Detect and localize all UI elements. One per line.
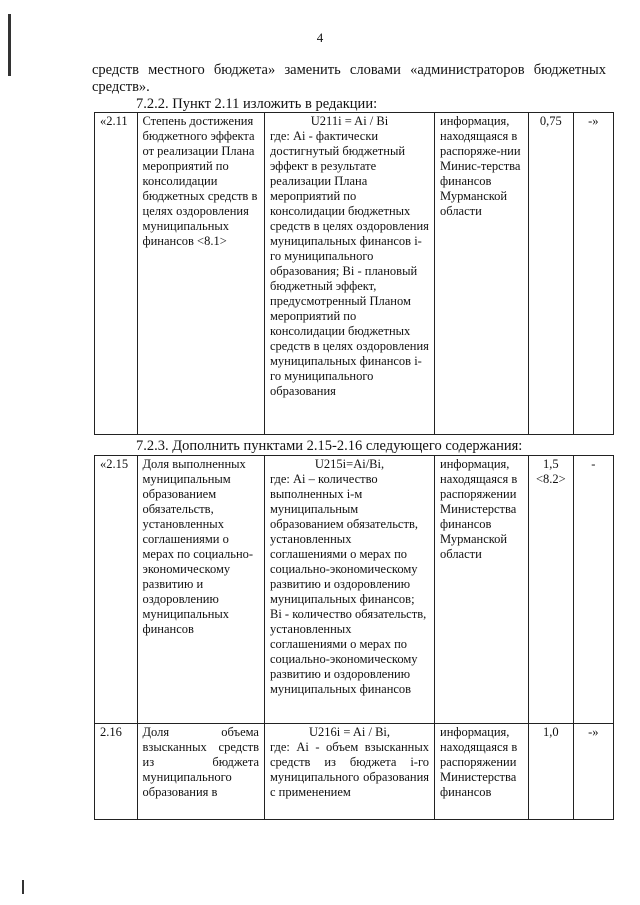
formula-body: где: Ai – количество выполненных i-м муниципальным образованием обязательств, установленных соглашениями о мерах по социально-экономическому развитию и оздоровлению муниципальных финансов; Bi - количество обязательств, установленных соглашениями о мерах по социально-экономическому развитию и оздоровлению муниципальных финансов [270, 472, 427, 696]
margin-mark-bottom [22, 880, 24, 894]
value-cell: 0,75 [528, 113, 573, 435]
formula-head: U215i=Ai/Bi, [314, 457, 385, 471]
row-number: «2.15 [95, 456, 138, 724]
page-number: 4 [316, 30, 324, 45]
table-row [95, 724, 614, 820]
indicator-name: Доля объема взысканных средств из бюджета муниципального образования в [137, 724, 265, 820]
value-cell: 1,5 <8.2> [528, 456, 573, 724]
data-source: информация, находящаяся в распоряжении Министерства финансов [435, 724, 529, 820]
formula-head: U211i = Ai / Bi [310, 114, 389, 128]
data-source: информация, находящаяся в распоряжении Министерства финансов Мурманской области [435, 456, 529, 724]
unit-cell: - [573, 456, 613, 724]
formula-cell [265, 456, 435, 724]
data-source: информация, находящаяся в распоряже-нии Минис-терства финансов Мурманской области [435, 113, 529, 435]
heading-7-2-3: 7.2.3. Дополнить пунктами 2.15-2.16 следующего содержания: [136, 438, 523, 454]
indicator-name: Степень достижения бюджетного эффекта от реализации Плана мероприятий по консолидации бюджетных средств в целях оздоровления муниципальных финансов <8.1> [137, 113, 265, 435]
unit-cell: -» [573, 724, 613, 820]
table-row [95, 113, 614, 435]
intro-paragraph: средств местного бюджета» заменить словами «администраторов бюджетных средств». [92, 62, 606, 95]
unit-cell: -» [573, 113, 613, 435]
formula-body: где: Ai - объем взысканных средств из бюджета i-го муниципального образования с применением [270, 740, 430, 799]
indicator-name: Доля выполненных муниципальным образованием обязательств, установленных соглашениями о мерах по социально-экономическому развитию и оздоровлению муниципальных финансов [137, 456, 265, 724]
formula-body: где: Ai - фактически достигнутый бюджетный эффект в результате реализации Плана мероприятий по консолидации бюджетных средств в целях оздоровления муниципальных финансов i-го муниципального образования; Bi - плановый бюджетный эффект, предусмотренный Планом мероприятий по консолидации бюджетных средств в целях оздоровления муниципальных финансов i-го муниципального образования [270, 129, 429, 398]
table-items-2-15-2-16 [94, 455, 614, 820]
formula-cell [265, 113, 435, 435]
row-number: «2.11 [95, 113, 138, 435]
heading-7-2-2: 7.2.2. Пункт 2.11 изложить в редакции: [136, 96, 378, 112]
formula-cell [265, 724, 435, 820]
table-item-2-11 [94, 112, 614, 435]
value-cell: 1,0 [528, 724, 573, 820]
row-number: 2.16 [95, 724, 138, 820]
formula-head: U216i = Ai / Bi, [308, 725, 391, 739]
table-row [95, 456, 614, 724]
